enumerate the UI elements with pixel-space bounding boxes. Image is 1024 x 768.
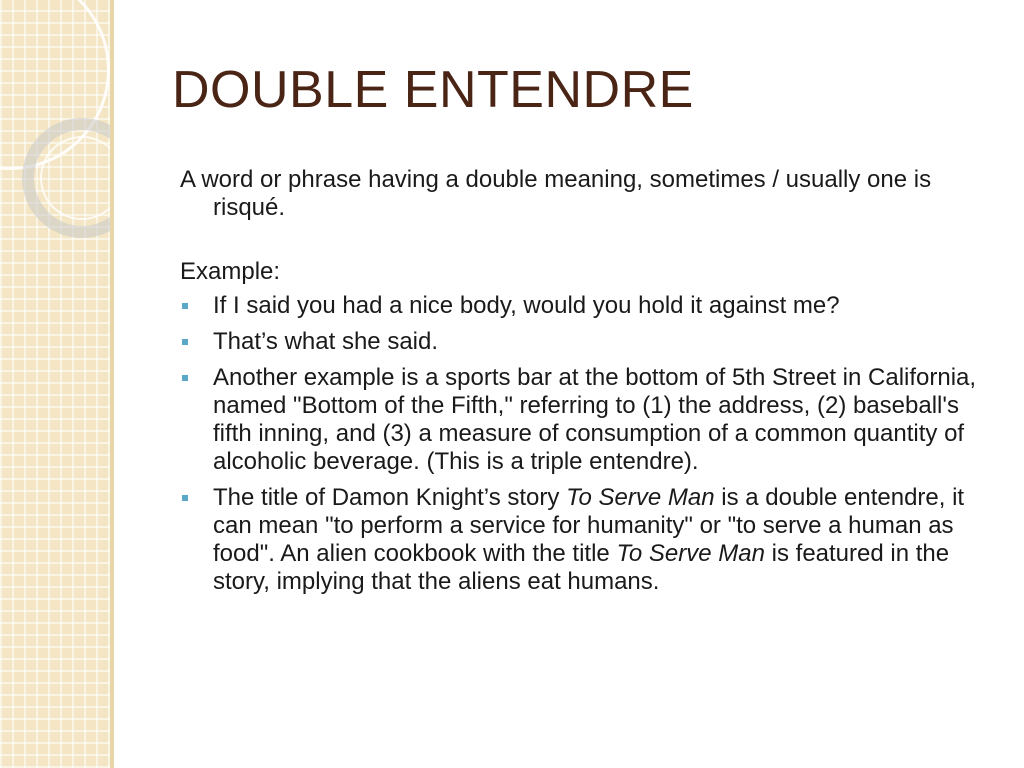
decorative-side-strip (0, 0, 114, 768)
example-label: Example: (180, 258, 281, 285)
list-item (180, 484, 992, 596)
slide-body (180, 166, 992, 604)
list-item-text: Another example is a sports bar at the bottom of 5th Street in California, named "Bottom of the Fifth," referring to (1) the address, (2) baseball's fifth inning, and (3) a measure of consumption of a common quantity of alcoholic beverage. (This is a triple entendre). (213, 364, 977, 475)
decorative-ring (40, 136, 114, 220)
cookbook-title: To Serve Man (616, 540, 765, 567)
list-item (180, 328, 992, 356)
list-item-text: That’s what she said. (213, 328, 439, 355)
strip-edge (110, 0, 114, 768)
story-title: To Serve Man (566, 484, 715, 511)
square-bullet-icon (182, 303, 188, 309)
square-bullet-icon (182, 495, 188, 501)
list-item-text: is featured in the story, implying that the aliens eat humans. (213, 540, 950, 595)
spacer (180, 222, 992, 258)
list-item-text: is a double entendre, it can mean "to perform a service for humanity" or "to serve a human as food". An alien cookbook with the title (213, 484, 965, 567)
list-item (180, 364, 992, 476)
example-list (180, 292, 992, 596)
list-item-text: The title of Damon Knight’s story (213, 484, 567, 511)
slide-title: DOUBLE ENTENDRE (172, 61, 694, 119)
list-item-text: If I said you had a nice body, would you hold it against me? (213, 292, 840, 319)
square-bullet-icon (182, 375, 188, 381)
definition-text: A word or phrase having a double meaning, sometimes / usually one is risqué. (180, 166, 932, 221)
square-bullet-icon (182, 339, 188, 345)
list-item (180, 292, 992, 320)
